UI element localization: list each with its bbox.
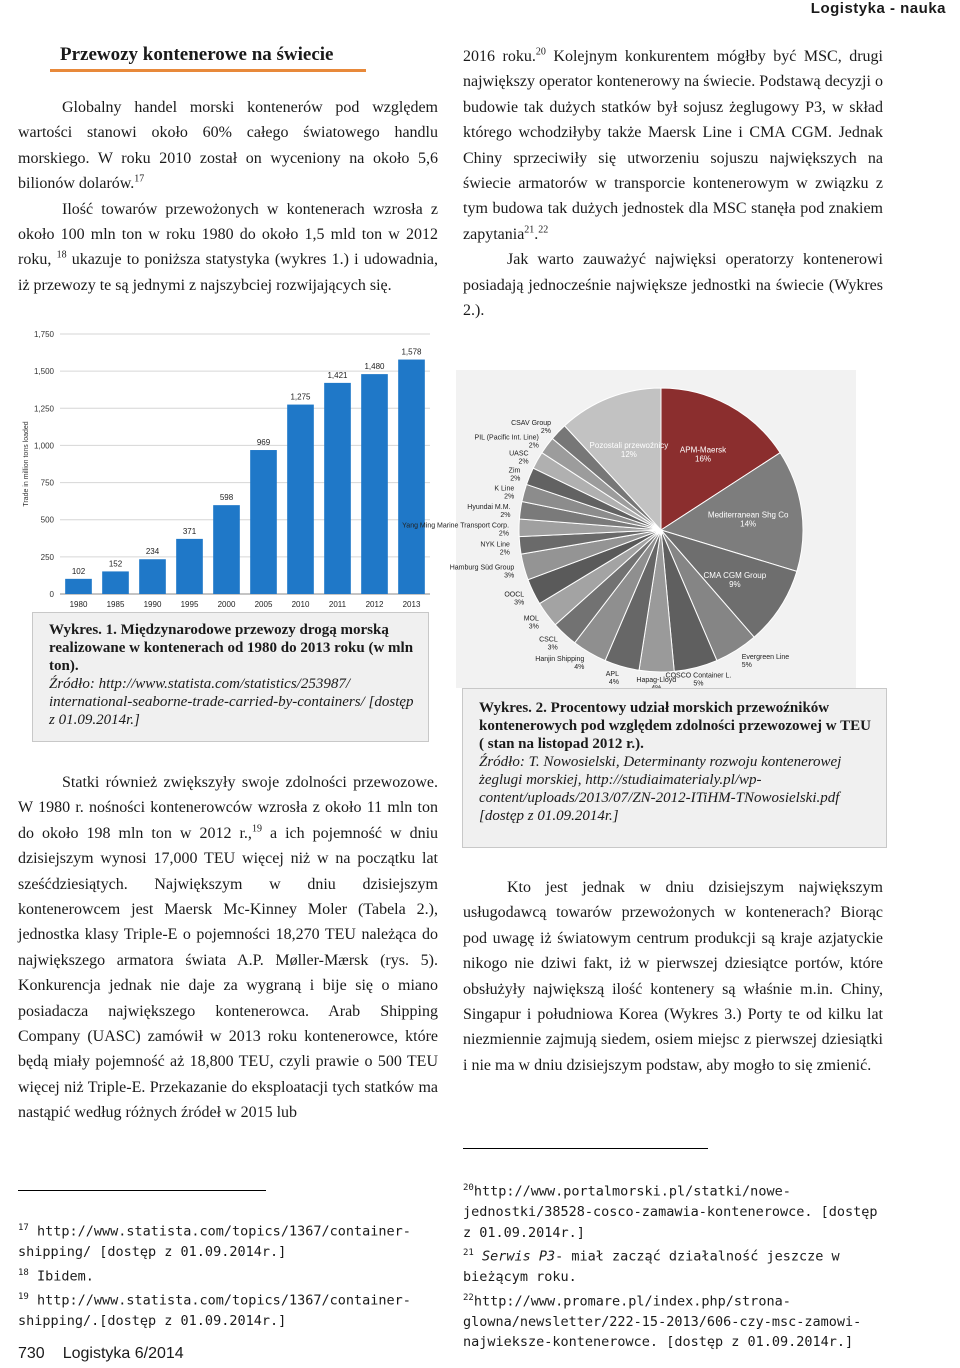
footnote: $^{18}$ Ibidem. <box>18 1267 94 1284</box>
section-title: Przewozy kontenerowe na świecie <box>50 40 366 72</box>
bar <box>176 539 203 594</box>
slice-label: MOL 3% <box>523 615 539 631</box>
x-tick-label: 1985 <box>106 600 125 609</box>
left-bottom-text <box>18 770 438 1126</box>
x-tick-label: 1980 <box>69 600 88 609</box>
bar-chart <box>18 322 438 612</box>
paragraph: Ilość towarów przewożonych w kontenerach wzrosła z około 100 mln ton w roku 1980 do około 1,5 mld ton w 2012 roku, $^{18}$ ukazuje to poniższa statystyka (wykres 1.) i udowadnia, iż przewozy te są jednymi z najszybciej rozwijających się. <box>18 200 439 294</box>
bar-value-label: 1,275 <box>290 392 311 402</box>
journal-name: Logistyka 6/2014 <box>62 1345 184 1362</box>
page-footer <box>18 1345 184 1363</box>
paragraph: Kto jest jednak w dniu dzisiejszym największym usługodawcą towarów przewożonych w kontenerach? Biorąc pod uwagę iż światowym centrum produkcji są kraje azjatyckie nikogo nie dziwi fakt, iż w pierwszej dziesiątce portów, które obsłużyły największą ilość kontenery są właśnie m.in. Chiny, Singapur i południowa Korea (Wykres 3.) Porty te od kilku lat niezmiennie zajmują siedem, osiem miejsc z pierwszej dziesiątki i nie ma w dniu dzisiejszym podstaw, aby mogło to się zmienić. <box>463 879 883 1074</box>
footnote: $^{20}$http://www.portalmorski.pl/statki/nowe-jednostki/38528-cosco-zamawia-kontenerowce. [dostęp z 01.09.2014r.] <box>463 1183 878 1241</box>
bar <box>361 374 388 594</box>
bar-value-label: 969 <box>256 438 271 448</box>
y-tick-label: 1,500 <box>33 367 54 377</box>
footnotes-right <box>463 1178 888 1353</box>
y-tick-label: 1,000 <box>33 441 54 451</box>
y-tick-label: 0 <box>49 590 54 599</box>
x-tick-label: 2000 <box>217 600 236 609</box>
figure-2-caption <box>462 688 887 848</box>
slice-label: Hyundai M.M. 2% <box>467 503 511 519</box>
slice-label: CSCL 3% <box>539 636 558 652</box>
right-bottom-text <box>463 875 883 1078</box>
slice-label: PIL (Pacific Int. Line) 2% <box>474 434 539 450</box>
figure-2-title: Wykres. 2. Procentowy udział morskich przewoźników kontenerowych pod względem zdolności przewozowej w TEU ( stan na listopad 2012 r.). <box>479 700 871 752</box>
slice-label: COSCO Container L. 5% <box>665 672 732 688</box>
paragraph: 2016 roku.$^{20}$ Kolejnym konkurentem mógłby być MSC, drugi największy operator kontenerowy na świecie. Podstawą decyzji o budowie tak dużych statków był sojusz żeglugowy P3, w skład którego wchodziłyby także Maersk Line i CMA CGM. Jednak Chiny sprzeciwiły się utworzeniu sojuszu największych na świecie armatorów w transporcie kontenerowym w związku z tym budowa tak dużych jednostek dla MSC stanęła pod znakiem zapytania$^{21}$.$^{22}$ <box>463 46 884 243</box>
bar <box>102 571 129 594</box>
left-top-text <box>18 95 438 298</box>
slice-label: CMA CGM Group 9% <box>703 570 767 589</box>
bar-value-label: 102 <box>71 566 86 576</box>
x-tick-label: 1995 <box>180 600 199 609</box>
right-top-text <box>463 44 883 323</box>
footnote: $^{22}$http://www.promare.pl/index.php/strona-glowna/newsletter/222-15-2013/606-czy-msc-zamowi-najwieksze-kontenerowce. [dostęp z 01.09.2014r.] <box>463 1292 862 1350</box>
footnote: $^{21}$ Serwis P3- miał zacząć działalność jeszcze w bieżącym roku. <box>463 1248 840 1285</box>
figure-2-source: Źródło: T. Nowosielski, Determinanty rozwoju kontenerowej żeglugi morskiej, http://studiaimaterialy.pl/wp-content/uploads/2013/07/ZN-2012-ITiHM-TNowosielski.pdf [dostęp z 01.09.2014r.] <box>479 754 842 824</box>
slice-label: Hapag-Lloyd <box>636 676 677 684</box>
bar <box>213 505 240 594</box>
x-tick-label: 2011 <box>328 600 347 609</box>
bar-value-label: 234 <box>145 547 160 557</box>
slice-label: CSAV Group 2% <box>511 420 552 436</box>
bar-value-label: 1,578 <box>401 347 422 357</box>
slice-label: Pozostali przewoźnicy 12% <box>589 441 669 460</box>
paragraph: Jak warto zauważyć najwięksi operatorzy kontenerowi posiadają jednocześnie największe jednostki na świecie (Wykres 2.). <box>463 251 883 320</box>
slice-label: APM-Maersk 16% <box>679 445 727 464</box>
slice-label: Hamburg Süd Group 3% <box>449 564 515 580</box>
bar-value-label: 1,480 <box>364 362 385 372</box>
y-tick-label: 250 <box>40 552 54 562</box>
page-number: 730 <box>18 1345 45 1362</box>
bar <box>139 559 166 594</box>
x-tick-label: 1990 <box>143 600 162 609</box>
figure-1-title: Wykres. 1. Międzynarodowe przewozy drogą morską realizowane w kontenerach od 1980 do 2013 roku (w mln ton). <box>49 622 414 674</box>
slice-label: Hanjin Shipping 4% <box>535 656 585 672</box>
bar-value-label: 1,421 <box>327 370 348 380</box>
bar <box>250 450 277 594</box>
bar <box>398 360 425 594</box>
bar-value-label: 598 <box>219 493 234 503</box>
bar-value-label: 371 <box>182 526 197 536</box>
bar-value-label: 152 <box>108 559 123 569</box>
slice-label: Zim 2% <box>508 467 521 483</box>
paragraph: Globalny handel morski kontenerów pod względem wartości stanowi około 60% całego światowego handlu morskiego. W roku 2010 został on wyceniony na około 5,6 bilionów dolarów.$^{17}$ <box>18 99 438 193</box>
slice-label: K Line 2% <box>494 485 515 501</box>
x-tick-label: 2005 <box>254 600 273 609</box>
bar <box>287 405 314 594</box>
paragraph: Statki również zwiększyły swoje zdolności przewozowe. W 1980 r. nośności kontenerowców wzrosła z około 11 mln ton do około 198 mln ton w 2012 r.,$^{19}$ a ich pojemność w dniu dzisiejszym wynosi 17,000 TEU więcej niż w na początku lat sześćdziesiątych. Największym w dniu dzisiejszym kontenerowcem jest Maersk Mc-Kinney Moler (Tabela 2.), jednostka klasy Triple-E o pojemności 18,270 TEU należąca do największego armatora świata A.P. Møller-Mærsk (rys. 5). Konkurencja jednak nie daje za wygraną i bije się o miano posiadacza największego kontenerowca. Arab Shipping Company (UASC) zamówił w 2013 roku kontenerowce, które będą miały pojemność aż 18,800 TEU, czyli prawie o 500 TEU więcej niż Triple-E. Przekazanie do eksploatacji tych statków ma nastąpić według różnych źródeł w 2015 lub <box>18 774 439 1122</box>
footnotes-left <box>18 1218 438 1331</box>
slice-label: OOCL 3% <box>504 591 525 607</box>
slice-label: APL 4% <box>605 671 620 687</box>
bar <box>65 579 92 594</box>
y-tick-label: 1,250 <box>33 404 54 414</box>
y-axis-label: Trade in million tons loaded <box>23 421 30 507</box>
footnote: $^{17}$ http://www.statista.com/topics/1367/container-shipping/ [dostęp z 01.09.2014r.] <box>18 1223 411 1260</box>
footnote-rule <box>18 1190 266 1191</box>
x-tick-label: 2013 <box>402 600 421 609</box>
x-tick-label: 2010 <box>291 600 310 609</box>
y-tick-label: 750 <box>40 478 54 488</box>
y-tick-label: 500 <box>40 515 54 525</box>
y-tick-label: 1,750 <box>33 330 54 339</box>
bar <box>324 383 351 594</box>
slice-label: UASC 2% <box>509 450 529 466</box>
slice-label: NYK Line 2% <box>480 541 510 557</box>
figure-1-caption <box>32 612 429 742</box>
footnote-rule <box>463 1148 708 1149</box>
slice-label: Evergreen Line 5% <box>741 653 790 669</box>
x-tick-label: 2012 <box>365 600 384 609</box>
slice-label: Mediterranean Shg Co 14% <box>707 510 789 529</box>
running-header: Logistyka - nauka <box>810 0 946 17</box>
footnote: $^{19}$ http://www.statista.com/topics/1367/container-shipping/.[dostęp z 01.09.2014r.] <box>18 1291 411 1329</box>
figure-1-source: Źródło: http://www.statista.com/statistics/253987/ international-seaborne-trade-carried-by-containers/ [dostęp z 01.09.2014r.] <box>49 676 414 728</box>
slice-label: Yang Ming Marine Transport Corp. 2% <box>402 522 510 538</box>
